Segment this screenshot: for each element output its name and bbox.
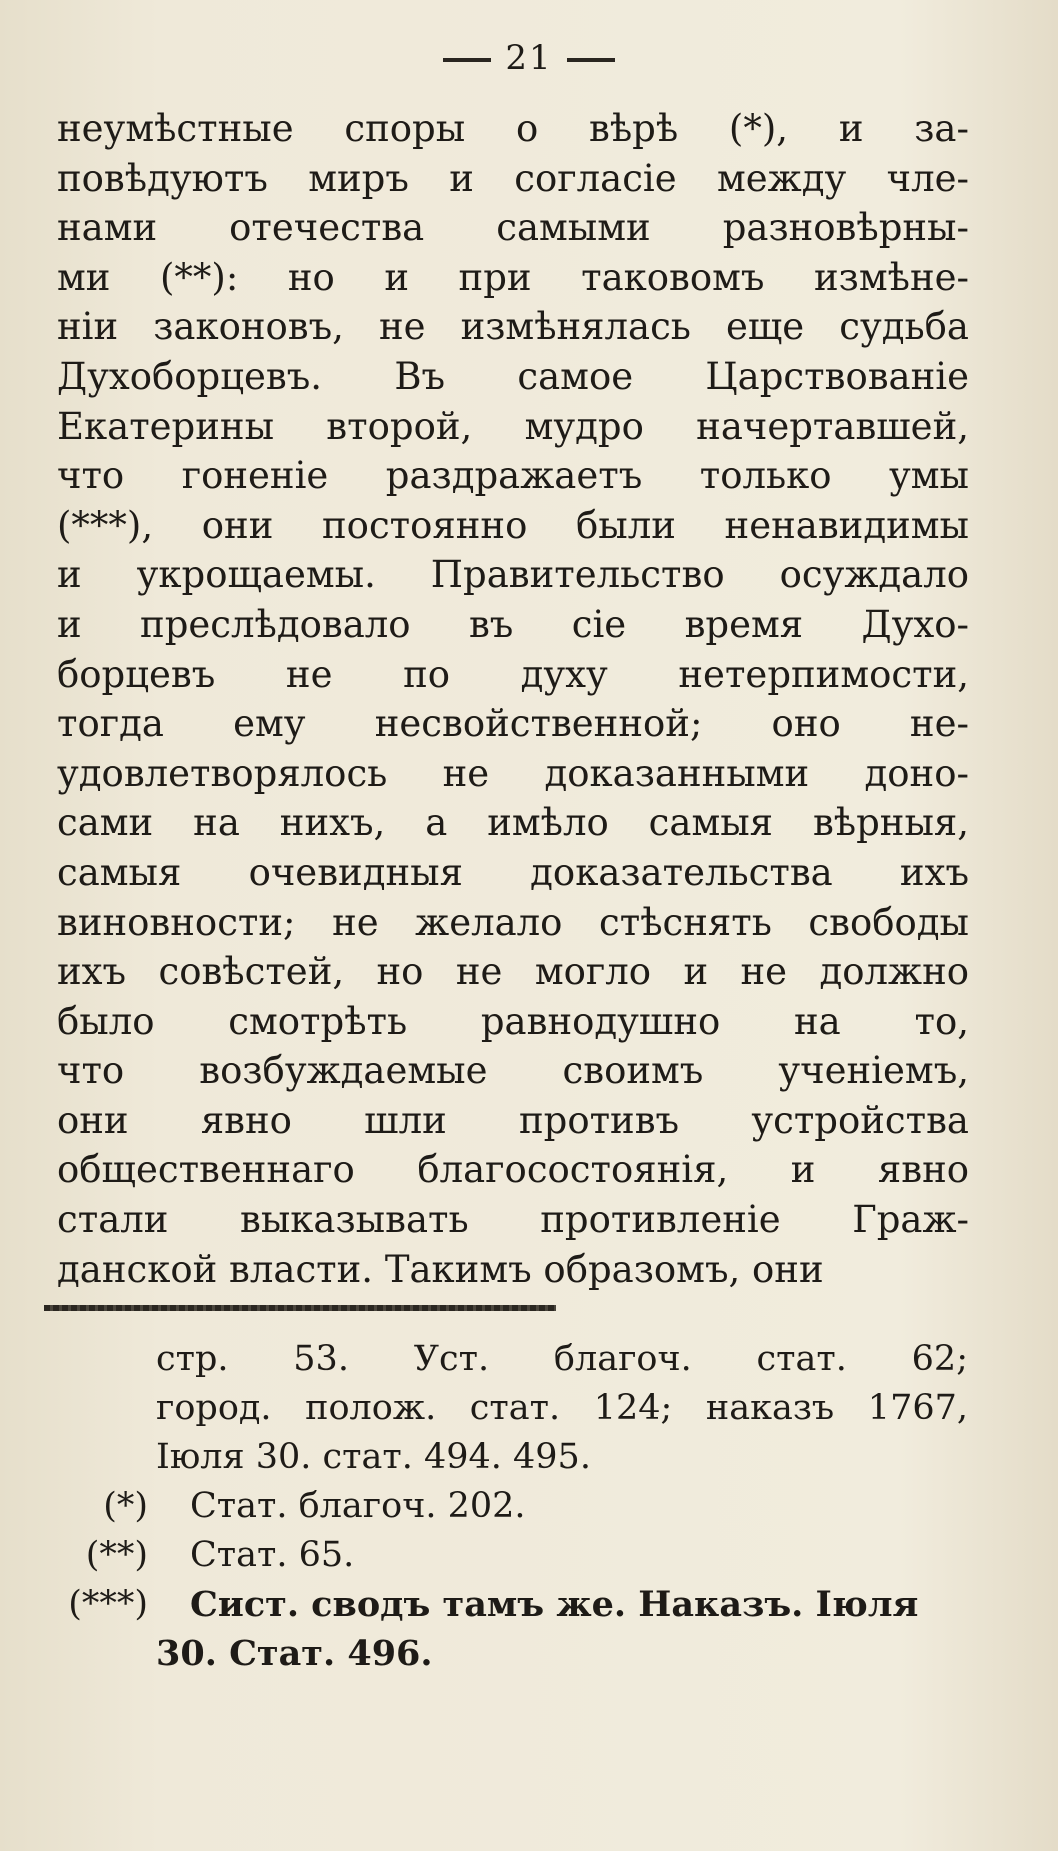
- text-line: повѣдуютъ миръ и согласіе между чле-: [57, 156, 969, 200]
- text-line: виновности; не желало стѣснять свободы: [57, 900, 969, 944]
- main-text: [57, 104, 969, 1294]
- text-line: было смотрѣть равнодушно на то,: [57, 999, 969, 1043]
- footnote-1: [48, 1482, 968, 1531]
- text-line: Екатерины второй, мудро начертавшей,: [57, 404, 969, 448]
- footnote-continuation-line: стр. 53. Уст. благоч. стат. 62;: [156, 1339, 968, 1379]
- page-number: 21: [505, 38, 553, 78]
- text-line: нами отечества самыми разновѣрны-: [57, 206, 969, 250]
- text-line: ми (**): но и при таковомъ измѣне-: [57, 255, 969, 299]
- footnote-marker: (*): [103, 1486, 148, 1526]
- footnote-continuation-line: Іюля 30. стат. 494. 495.: [156, 1437, 591, 1477]
- footnote-marker: (**): [85, 1535, 148, 1575]
- text-line: общественнаго благосостоянія, и явно: [57, 1148, 969, 1192]
- footnote-marker: (***): [68, 1584, 148, 1624]
- text-line: что возбуждаемые своимъ ученіемъ,: [57, 1049, 969, 1093]
- text-line: и преслѣдовало въ сіе время Духо-: [57, 602, 969, 646]
- footnote-text: Стат. 65.: [190, 1535, 355, 1575]
- footnotes: [48, 1335, 968, 1678]
- footnote-3: [48, 1580, 968, 1629]
- text-line: удовлетворялось не доказанными доно-: [57, 751, 969, 795]
- text-line: Духоборцевъ. Въ самое Царствованіе: [57, 354, 969, 398]
- footnote-text: Сист. сводъ тамъ же. Наказъ. Іюля: [190, 1584, 919, 1625]
- header-dash-right: [567, 58, 615, 62]
- footnote-separator: [44, 1305, 556, 1311]
- text-line: самыя очевидныя доказательства ихъ: [57, 850, 969, 894]
- footnote-text: Стат. благоч. 202.: [190, 1486, 526, 1526]
- text-line: они явно шли противъ устройства: [57, 1098, 969, 1142]
- footnote-continuation-line: город. полож. стат. 124; наказъ 1767,: [156, 1388, 968, 1428]
- text-line: и укрощаемы. Правительство осуждало: [57, 553, 969, 597]
- text-line: стали выказывать противленіе Граж-: [57, 1198, 969, 1242]
- footnote-2: [48, 1531, 968, 1580]
- text-line: сами на нихъ, а имѣло самыя вѣрныя,: [57, 801, 969, 845]
- text-line: данской власти. Такимъ образомъ, они: [57, 1247, 824, 1291]
- text-line: борцевъ не по духу нетерпимости,: [57, 652, 969, 696]
- text-line: ихъ совѣстей, но не могло и не должно: [57, 950, 969, 994]
- page-header: [0, 38, 1058, 78]
- footnote-continuation-line: 30. Стат. 496.: [156, 1633, 433, 1674]
- text-line: неумѣстные споры о вѣрѣ (*), и за-: [57, 107, 969, 150]
- text-line: тогда ему несвойственной; оно не-: [57, 702, 969, 746]
- text-line: что гоненіе раздражаетъ только умы: [57, 454, 969, 498]
- text-line: (***), они постоянно были ненавидимы: [57, 503, 969, 547]
- header-dash-left: [443, 58, 491, 62]
- text-line: ніи законовъ, не измѣнялась еще судьба: [57, 305, 969, 349]
